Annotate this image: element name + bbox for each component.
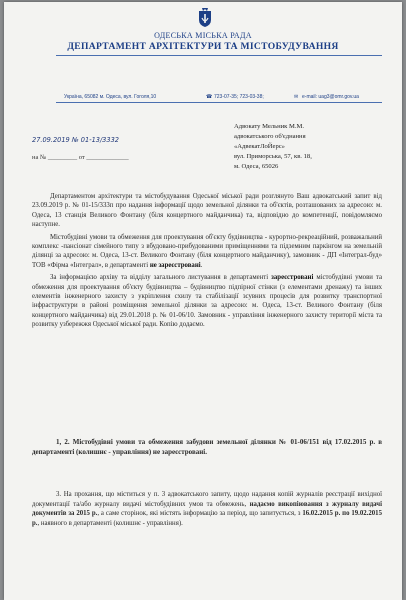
council-name: ОДЕСЬКА МІСЬКА РАДА: [154, 31, 252, 40]
phone-text: 723-07-35; 723-03-38;: [214, 94, 264, 100]
header-divider: [56, 55, 382, 56]
recipient-line-3: «АдвекатЛоЙерс»: [234, 143, 285, 150]
incoming-reference-line: на № _________ от _____________: [32, 154, 129, 161]
letter-page: [4, 2, 402, 600]
recipient-line-2: адвокатського об'єднання: [234, 133, 306, 140]
department-name: ДЕПАРТАМЕНТ АРХІТЕКТУРИ ТА МІСТОБУДУВАННЯ: [67, 41, 339, 52]
point-3-block: [32, 490, 382, 528]
paragraph-conditions-text: Містобудівні умови та обмеження для проектування об'єкту будівництва - курортно-рекреаційний, розважальний комплекс -пансіонат сімейного типу з вбудовано-прибудованими приміщеннями та підземним паркінгом на земельній ділянці за адресою: м. Одеса, 13-ст. Великого Фонтану (біля концертного майданчику), замовник - ДП «Інтеграл-буд» ТОВ «Фірма «Інтеграл», в департаменті: [32, 233, 382, 269]
point-3-paragraph: [32, 490, 382, 528]
odessa-coat-of-arms-icon: [197, 8, 213, 28]
point-3-journal-extract: надаємо викопіювання з журналу видачі документів за 2015 р.: [32, 500, 382, 518]
status-registered: зареєстровані: [271, 274, 314, 282]
email-text: e-mail: uag3@omr.gov.ua: [302, 94, 359, 100]
outgoing-number-handwritten: 27.09.2019 № 01-13/3332: [32, 136, 119, 144]
point-3-mid: , а саме сторінок, які містять інформацію за період, що запитується, з: [97, 510, 301, 518]
address-text: Україна, 65082 м. Одеса, вул. Гоголя,10: [64, 94, 157, 100]
recipient-line-4: вул. Приморська, 57, кв. 18,: [234, 153, 312, 160]
recipient-line-1: Адвокату Мельник М.М.: [234, 123, 305, 130]
archive-info-details: містобудівні умови та обмеження для проектування об'єкту будівництва – будівництво підпірної стінки (з елементами дренажу) та інших елементів інженерного захисту з укріплення схилу та стабілізації зсувних процесів для розвитку транспортної інфраструктури в районі розміщення земельної ділянки за адресою: м. Одеса, 13-ст. Великого Фонтану (біля концертного майданчика) від 29.01.2018 р. № 01-06/10. Замовник - управління інженерного захисту території міста та розвитку узбережжя Одеської міської ради. Копію додаємо.: [32, 274, 382, 329]
email-icon: ✉: [294, 94, 299, 100]
point-3-lead: 3. На прохання, що міститься у п. 3 адвокатського запиту, щодо надання копій журналів реєстрації вихідної документації та/або журналу видачі містобудівних умов та обмежень,: [32, 491, 382, 508]
point-3-period: 16.02.2015 р. по 19.02.2015 р.: [32, 510, 382, 527]
archive-info-lead: За інформацією архіву та відділу загального листування в департаменті: [50, 274, 269, 282]
status-not-registered: не зареєстровані: [149, 261, 201, 269]
paragraph-conditions-not-registered: Містобудівні умови та обмеження для проектування об'єкту будівництва - курортно-рекреаційний, розважальний комплекс -пансіонат сімейного типу з вбудовано-прибудованими приміщеннями та підземним паркінгом на земельній ділянці за адресою: м. Одеса, 13-ст. Великого Фонтану (біля концертного майданчику), замовник - ДП «Інтеграл-буд» ТОВ «Фірма «Інтеграл», в департаменті не зареєстровані.: [32, 233, 382, 269]
point-3-tail: , наявного в департаменті (колишнє - управління).: [37, 519, 183, 527]
letter-body: [32, 192, 382, 333]
contacts-divider: [56, 102, 382, 103]
recipient-line-5: м. Одеса, 65026: [234, 163, 279, 170]
paragraph-archive-info: [32, 273, 382, 329]
recipient-block: [234, 122, 394, 172]
paragraph-intro: Департаментом архітектури та містобудування Одеської міської ради розглянуто Ваш адвокатський запит від 23.09.2019 р. № 01-15/333п про надання інформації щодо земельної ділянки та об'єктів, розташованих за адресою: м. Одеса, 13 станція Великого Фонтану (біля концертного майданчика) та, відповідно до компетенції, повідомляємо наступне.: [32, 193, 382, 229]
point-1-2-block: [32, 438, 382, 457]
phone-icon: ☎: [206, 94, 213, 100]
point-1-2-text: 1, 2. Містобудівні умови та обмеження забудови земельної ділянки № 01-06/151 від 17.02.2015 р. в департаменті (колишнє - управління) не зареєстровані.: [32, 438, 382, 456]
